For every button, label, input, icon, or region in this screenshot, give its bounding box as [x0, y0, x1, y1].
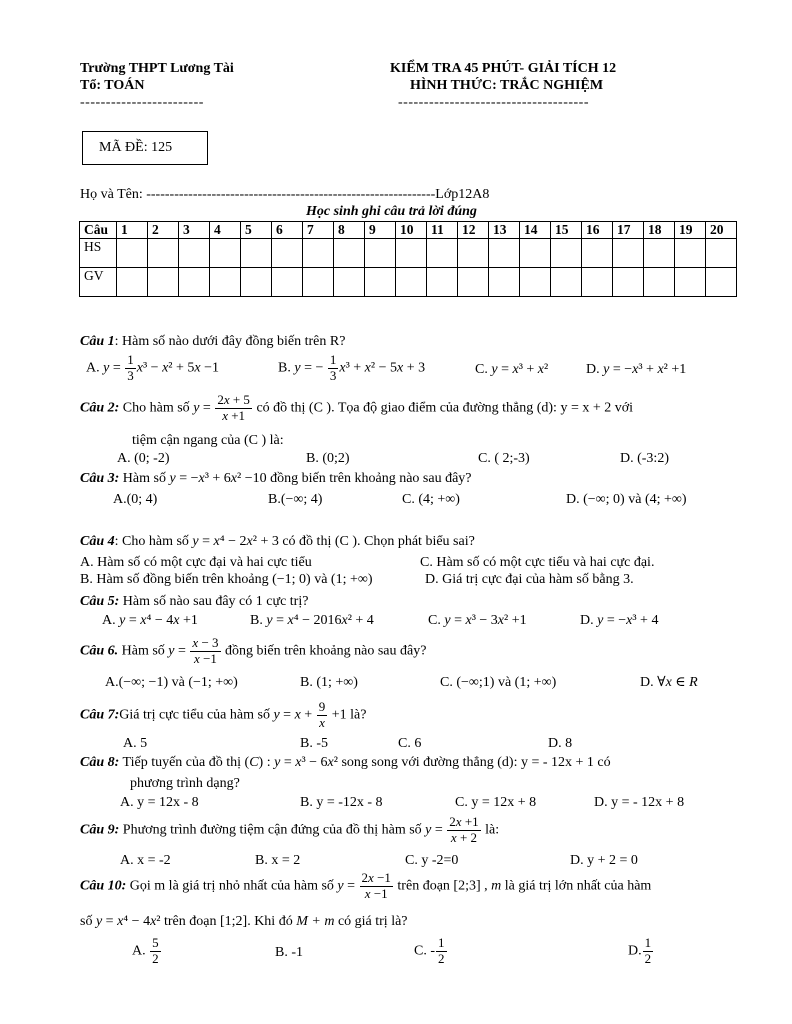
answer-cell[interactable] — [241, 268, 272, 297]
question-number: 11 — [427, 222, 458, 239]
option-c: C. 6 — [398, 736, 422, 751]
option-c: C. y -2=0 — [405, 853, 459, 868]
question-6: Câu 6. Hàm số y = $\frac{x - 3}{x -1}$ đồng biến trên khoảng nào sau đây? — [80, 635, 427, 666]
option-b: B. -1 — [275, 945, 303, 960]
option-c: C. - $\frac{1}{2}$ — [414, 935, 445, 966]
option-b: B. (0;2) — [306, 451, 350, 466]
option-b: B. y = -12x - 8 — [300, 795, 383, 810]
option-a: A. x = -2 — [120, 853, 171, 868]
answer-cell[interactable] — [148, 268, 179, 297]
answer-cell[interactable] — [179, 268, 210, 297]
row-label: HS — [80, 239, 117, 268]
question-8: Câu 8: Tiếp tuyến của đồ thị (C) : y = x³ − 6x² song song với đường thẳng (d): y = - 12x + 1 có — [80, 755, 611, 770]
option-b: B. Hàm số đồng biến trên khoảng (−1; 0) và (1; +∞) — [80, 572, 373, 587]
option-c: C. y = 12x + 8 — [455, 795, 537, 810]
option-a: A. y = x⁴ − 4x +1 — [102, 613, 198, 628]
answer-cell[interactable] — [427, 268, 458, 297]
option-a: A. 5 — [123, 736, 148, 751]
answer-cell[interactable] — [427, 239, 458, 268]
question-number: 19 — [675, 222, 706, 239]
question-2: Câu 2: Cho hàm số y = $\frac{2x + 5}{x +1}$ có đồ thị (C ). Tọa độ giao điểm của đường thẳng (d): y = x + 2 với — [80, 392, 634, 423]
answer-cell[interactable] — [489, 239, 520, 268]
option-c: C. (−∞;1) và (1; +∞) — [440, 675, 557, 690]
option-d: D. (-3:2) — [620, 451, 669, 466]
answer-cell[interactable] — [458, 268, 489, 297]
row-label: GV — [80, 268, 117, 297]
question-number: 4 — [210, 222, 241, 239]
question-number: 14 — [520, 222, 551, 239]
answer-cell[interactable] — [241, 239, 272, 268]
question-4: Câu 4: Cho hàm số y = x⁴ − 2x² + 3 có đồ thị (C ). Chọn phát biểu sai? — [80, 534, 475, 549]
answer-cell[interactable] — [551, 268, 582, 297]
question-label: Câu 10: — [80, 878, 127, 894]
option-b: B. -5 — [300, 736, 328, 751]
answer-cell[interactable] — [582, 239, 613, 268]
answer-cell[interactable] — [551, 239, 582, 268]
question-9: Câu 9: Phương trình đường tiệm cận đứng của đồ thị hàm số y = $\frac{2x +1}{x + 2}$ là: — [80, 814, 500, 845]
question-label: Câu 4 — [80, 534, 115, 549]
answer-cell[interactable] — [458, 239, 489, 268]
exam-code: MÃ ĐỀ: 125 — [99, 140, 173, 155]
option-d: D. $\frac{1}{2}$ — [628, 935, 652, 966]
answer-table — [79, 221, 737, 297]
answer-cell[interactable] — [489, 268, 520, 297]
option-a: A. y = 12x - 8 — [120, 795, 199, 810]
question-number: 10 — [396, 222, 427, 239]
answer-cell[interactable] — [706, 239, 737, 268]
option-d: D. y = - 12x + 8 — [594, 795, 685, 810]
answer-cell[interactable] — [210, 268, 241, 297]
option-c: C. y = x³ − 3x² +1 — [428, 613, 527, 628]
question-number: 8 — [334, 222, 365, 239]
answer-cell[interactable] — [334, 268, 365, 297]
option-b: B.(−∞; 4) — [268, 492, 323, 507]
question-8-cont: phương trình dạng? — [130, 776, 240, 791]
answer-cell[interactable] — [334, 239, 365, 268]
answer-cell[interactable] — [675, 268, 706, 297]
question-number: 16 — [582, 222, 613, 239]
answer-cell[interactable] — [303, 268, 334, 297]
option-d: D. Giá trị cực đại của hàm số bằng 3. — [425, 572, 634, 587]
answer-cell[interactable] — [396, 268, 427, 297]
question-5: Câu 5: Hàm số nào sau đây có 1 cực trị? — [80, 594, 309, 609]
option-d: D. (−∞; 0) và (4; +∞) — [566, 492, 687, 507]
question-label: Câu 1 — [80, 334, 115, 349]
option-d: D. y + 2 = 0 — [570, 853, 638, 868]
option-b: B. x = 2 — [255, 853, 301, 868]
option-d: D. y = −x³ + x² +1 — [586, 362, 687, 377]
question-7: Câu 7:Giá trị cực tiểu của hàm số y = x + $\frac{9}{x}$ +1 là? — [80, 699, 367, 730]
question-label: Câu 3: — [80, 471, 120, 486]
question-number: 1 — [117, 222, 148, 239]
question-10: Câu 10: Gọi m là giá trị nhỏ nhất của hàm số y = $\frac{2x -1}{x -1}$ trên đoạn [2;3] , m là giá trị lớn nhất của hàm — [80, 870, 652, 901]
question-label: Câu 8: — [80, 755, 120, 770]
question-number: 17 — [613, 222, 644, 239]
option-c: C. (4; +∞) — [402, 492, 460, 507]
option-c: C. y = x³ + x² — [475, 362, 549, 377]
option-d: D. 8 — [548, 736, 573, 751]
name-line: Họ và Tên: --------------------------------------------------------------Lớp12A8 — [80, 187, 490, 202]
answer-cell[interactable] — [520, 239, 551, 268]
option-a: A.(−∞; −1) và (−1; +∞) — [105, 675, 238, 690]
question-number: 5 — [241, 222, 272, 239]
question-text: : Hàm số nào dưới đây đồng biến trên R? — [114, 334, 346, 349]
question-2-cont: tiệm cận ngang của (C ) là: — [132, 433, 284, 448]
exam-title: KIỂM TRA 45 PHÚT- GIẢI TÍCH 12 — [390, 61, 617, 76]
question-label: Câu 5: — [80, 594, 120, 609]
question-10-cont: số y = x⁴ − 4x² trên đoạn [1;2]. Khi đó M + m có giá trị là? — [80, 914, 408, 929]
department: Tổ: TOÁN — [80, 78, 145, 93]
table-row-hs — [80, 239, 737, 268]
question-number: 20 — [706, 222, 737, 239]
answer-cell[interactable] — [365, 268, 396, 297]
option-a: A. y = $\frac{1}{3}$ x³ − x² + 5x −1 — [86, 352, 219, 383]
answer-cell[interactable] — [396, 239, 427, 268]
option-c: C. Hàm số có một cực tiểu và hai cực đại. — [420, 555, 655, 570]
table-row-gv — [80, 268, 737, 297]
answer-cell[interactable] — [675, 239, 706, 268]
answer-instruction: Học sinh ghi câu trả lời đúng — [306, 204, 477, 219]
question-number: 7 — [303, 222, 334, 239]
answer-cell[interactable] — [644, 268, 675, 297]
question-3: Câu 3: Hàm số y = −x³ + 6x² −10 đồng biến trên khoảng nào sau đây? — [80, 471, 472, 486]
option-a: A. (0; -2) — [117, 451, 170, 466]
table-header-label: Câu — [80, 222, 117, 239]
answer-cell[interactable] — [520, 268, 551, 297]
option-a: A. $\frac{5}{2}$ — [132, 935, 159, 966]
question-number: 12 — [458, 222, 489, 239]
answer-cell[interactable] — [706, 268, 737, 297]
question-label: Câu 7: — [80, 707, 120, 723]
table-header-row — [80, 222, 737, 239]
answer-cell[interactable] — [582, 268, 613, 297]
school-name: Trường THPT Lương Tài — [80, 61, 234, 76]
answer-cell[interactable] — [117, 268, 148, 297]
option-a: A. Hàm số có một cực đại và hai cực tiểu — [80, 555, 312, 570]
question-number: 2 — [148, 222, 179, 239]
answer-cell[interactable] — [210, 239, 241, 268]
option-d: D. y = −x³ + 4 — [580, 613, 659, 628]
right-rule: ------------------------------------- — [398, 95, 589, 110]
option-c: C. ( 2;-3) — [478, 451, 530, 466]
question-label: Câu 6. — [80, 643, 119, 659]
answer-cell[interactable] — [179, 239, 210, 268]
left-rule: ------------------------ — [80, 95, 204, 110]
answer-cell[interactable] — [272, 268, 303, 297]
question-number: 15 — [551, 222, 582, 239]
answer-cell[interactable] — [117, 239, 148, 268]
answer-cell[interactable] — [365, 239, 396, 268]
option-b: B. y = x⁴ − 2016x² + 4 — [250, 613, 374, 628]
exam-code-box — [82, 131, 208, 165]
question-number: 6 — [272, 222, 303, 239]
option-b: B. (1; +∞) — [300, 675, 358, 690]
answer-cell[interactable] — [272, 239, 303, 268]
answer-cell[interactable] — [613, 239, 644, 268]
question-number: 9 — [365, 222, 396, 239]
answer-cell[interactable] — [644, 239, 675, 268]
answer-cell[interactable] — [613, 268, 644, 297]
question-1 — [80, 334, 345, 351]
question-number: 18 — [644, 222, 675, 239]
answer-cell[interactable] — [303, 239, 334, 268]
question-label: Câu 9: — [80, 822, 120, 838]
option-a: A.(0; 4) — [113, 492, 158, 507]
answer-cell[interactable] — [148, 239, 179, 268]
question-number: 13 — [489, 222, 520, 239]
question-number: 3 — [179, 222, 210, 239]
option-d: D. ∀x ∈ R — [640, 675, 698, 690]
question-label: Câu 2: — [80, 400, 120, 416]
exam-format: HÌNH THỨC: TRẮC NGHIỆM — [410, 78, 604, 93]
option-b: B. y = − $\frac{1}{3}$ x³ + x² − 5x + 3 — [278, 352, 426, 383]
